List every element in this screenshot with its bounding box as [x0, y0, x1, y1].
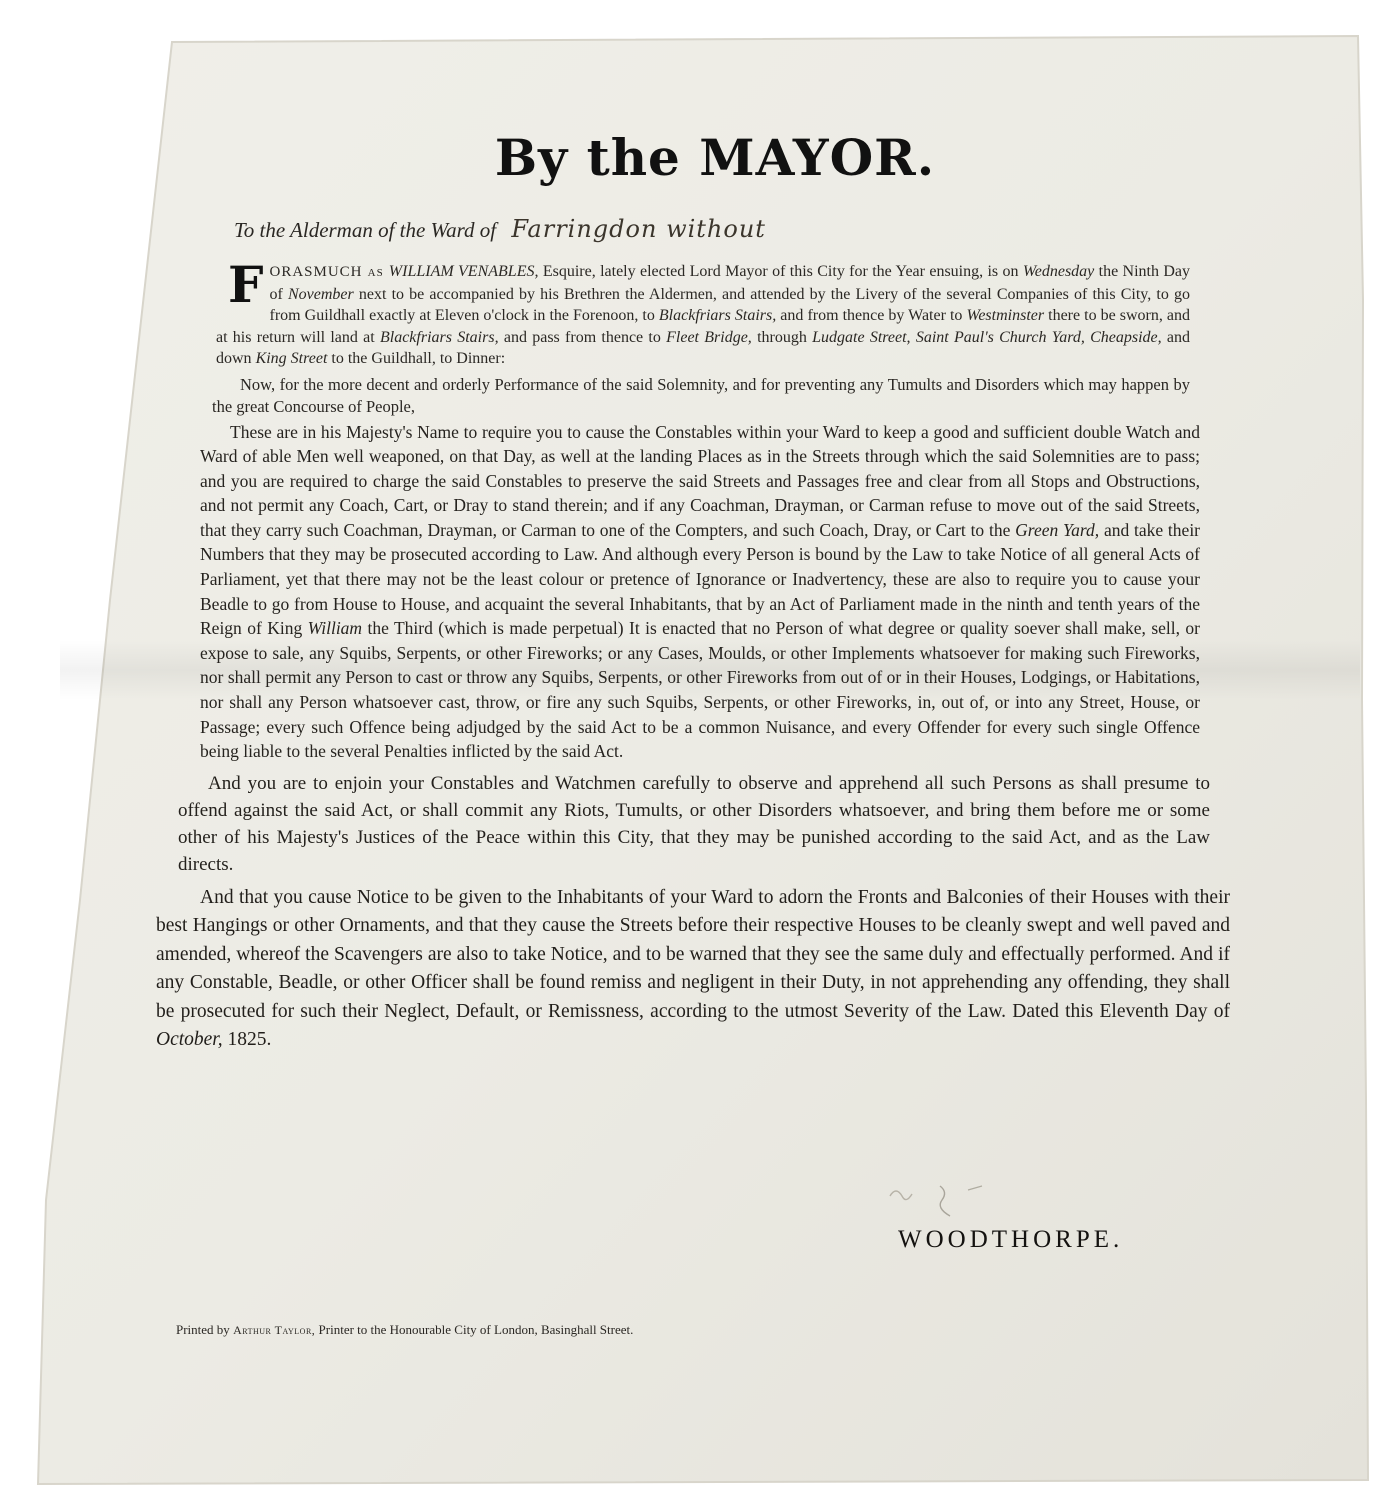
paragraph-these-are: [200, 420, 1200, 764]
text-segment: WILLIAM VENABLES,: [388, 263, 539, 280]
text-segment: ORASMUCH as: [269, 264, 389, 280]
text-segment: King Street: [255, 350, 328, 367]
text-segment: October,: [156, 1029, 223, 1051]
printer-imprint: [176, 1322, 633, 1338]
document-body: [150, 118, 1250, 1055]
drop-cap: F: [228, 255, 264, 314]
text-segment: These are in his Majesty's Name to require you to cause the Constables within your Ward to keep a good and sufficient double Watch and Ward of able Men well weaponed, on that Day, as well at the landing Places as in the Streets through which the said Solemnities are to pass; and you are required to charge the said Constables to preserve the said Streets and Passages free and clear from all Stops and Obstructions, and not permit any Coach, Cart, or Dray to stand therein; and if any Coachman, Drayman, or Carman refuse to move out of the said Streets, that they carry such Coachman, Drayman, or Carman to one of the Compters, and such Coach, Dray, or Cart to the: [200, 421, 1200, 540]
text-segment: and down: [216, 328, 1191, 367]
text-segment: Blackfriars Stairs,: [379, 328, 499, 346]
text-segment: November: [287, 285, 354, 303]
text-segment: Esquire, lately elected Lord Mayor of this City for the Year ensuing, is on: [538, 263, 1023, 280]
address-printed: To the Alderman of the Ward of: [234, 218, 497, 242]
text-segment: Westminster: [966, 307, 1045, 324]
text-segment: Fleet Bridge,: [666, 328, 752, 346]
faint-seal-marks: [880, 1176, 1000, 1226]
text-segment: And that you cause Notice to be given to the Inhabitants of your Ward to adorn the Fronts and Balconies of their Houses with their best Hangings or other Ornaments, and that they cause the Streets before their respective Houses to be cleanly swept and well paved and amended, whereof the Scavengers are also to take Notice, and to be warned that they see the same duly and effectually performed. And if any Constable, Beadle, or other Officer shall be found remiss and negligent in their Duty, in not apprehending any offending, they shall be prosecuted for such their Neglect, Default, or Remissness, according to the utmost Severity of the Law. Dated this Eleventh Day of: [156, 886, 1230, 1022]
text-segment: and take their Numbers that they may be prosecuted according to Law. And although every Person is bound by the Law to take Notice of all general Acts of Parliament, yet that there may not be the least colour or pretence of Ignorance or Inadvertency, these are also to require you to cause your Beadle to go from House to House, and acquaint the several Inhabitants, that by an Act of Parliament made in the ninth and tenth years of the Reign of King: [200, 519, 1201, 639]
text-segment: Green Yard,: [1015, 519, 1100, 540]
text-segment: Blackfriars Stairs,: [658, 307, 777, 324]
text-segment: Printer to the Honourable City of London, Basinghall Street.: [315, 1322, 634, 1337]
address-handwritten: Farringdon without: [511, 215, 766, 243]
signature-woodthorpe: WOODTHORPE.: [898, 1226, 1124, 1253]
text-segment: Ludgate Street, Saint Paul's Church Yard, Cheapside,: [812, 328, 1162, 346]
paragraph-notice: [156, 884, 1230, 1055]
p5-text: [156, 887, 1230, 1051]
text-segment: 1825.: [222, 1029, 272, 1051]
page-title: By the MAYOR.: [494, 128, 936, 187]
text-segment: the Ninth Day of: [269, 263, 1190, 303]
text-segment: Arthur Taylor,: [233, 1323, 316, 1337]
text-segment: through: [751, 328, 813, 346]
paragraph-enjoin: And you are to enjoin your Constables and Watchmen carefully to observe and apprehend all such Persons as shall presume to offend against the said Act, or shall commit any Riots, Tumults, or other Disorders whatsoever, and bring them before me or some other of his Majesty's Justices of the Peace within this City, that they may be punished according to the said Act, and as the Law directs.: [178, 772, 1210, 875]
text-segment: William: [307, 618, 363, 639]
text-segment: to the Guildhall, to Dinner:: [327, 350, 506, 367]
text-segment: and pass from thence to: [498, 328, 667, 346]
text-segment: next to be accompanied by his Brethren the Aldermen, and attended by the Livery of the several Companies of this City, to go from Guildhall exactly at Eleven o'clock in the Forenoon, to: [269, 285, 1191, 324]
text-segment: the Third (which is made perpetual) It is enacted that no Person of what degree or quality soever shall make, sell, or expose to sale, any Squibs, Serpents, or other Fireworks; or any Cases, Moulds, or other Implements whatsoever for making such Fireworks, nor shall permit any Person to cast or throw any Squibs, Serpents, or other Fireworks from out of or in their Houses, Lodgings, or Habitations, nor shall any Person whatsoever cast, throw, or fire any such Squibs, Serpents, or other Fireworks, in, out of, or into any Street, House, or Passage; every such Offence being adjudged by the said Act to be a common Nuisance, and every Offender for every such single Offence being liable to the several Penalties inflicted by the said Act.: [200, 618, 1200, 762]
paragraph-forasmuch: [216, 255, 1191, 370]
text-segment: and from thence by Water to: [776, 307, 967, 324]
paragraph-now: Now, for the more decent and orderly Performance of the said Solemnity, and for preventing any Tumults and Disorders which may happen by the great Concourse of People,: [212, 374, 1190, 416]
text-segment: Wednesday: [1022, 263, 1095, 280]
text-segment: Printed by: [176, 1322, 234, 1337]
p1-text: [216, 255, 1191, 367]
imprint-text: [176, 1322, 633, 1337]
text-segment: there to be sworn, and at his return will land at: [216, 307, 1191, 346]
address-line: [234, 215, 1250, 243]
p3-text: [200, 422, 1200, 762]
